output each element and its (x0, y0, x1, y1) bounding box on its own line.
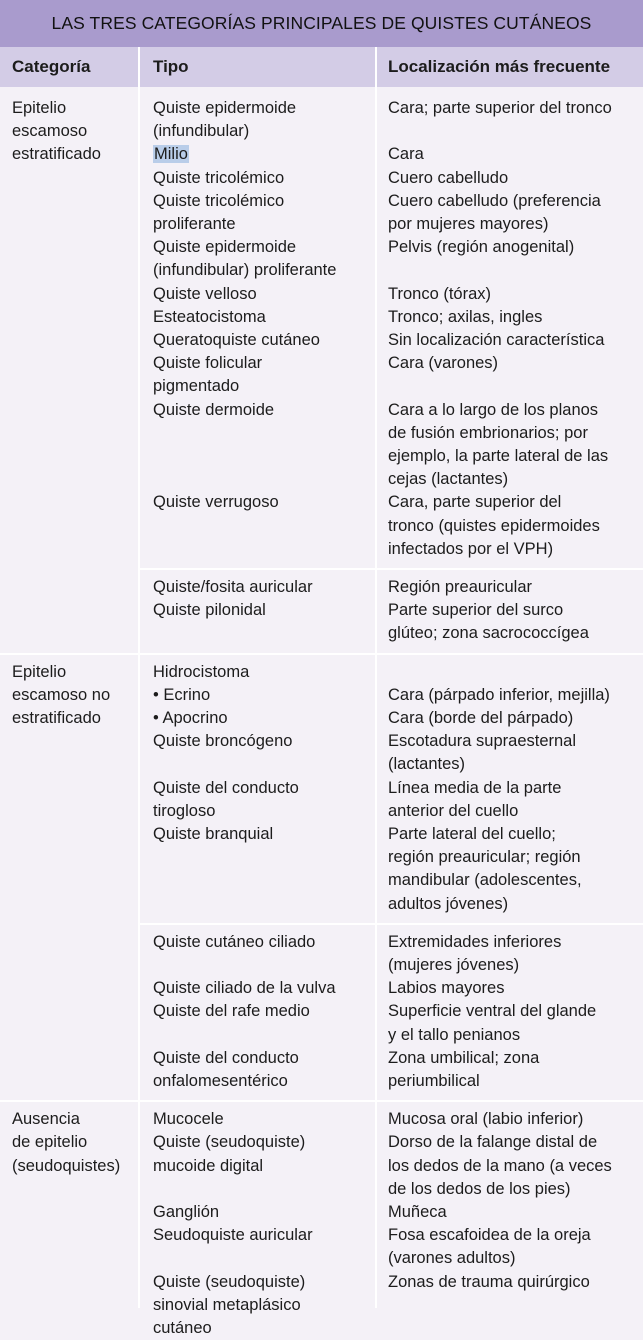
localizacion-cell-line: Cara (borde del párpado) (388, 709, 574, 727)
localizacion-cell (388, 1271, 590, 1294)
tipo-cell (153, 1201, 219, 1224)
tipo-cell-line: pigmentado (153, 377, 240, 396)
localizacion-cell-line: Fosa escafoidea de la oreja (388, 1226, 591, 1245)
localizacion-cell-line: de los dedos de los pies) (388, 1179, 571, 1198)
categoria-cell-line: Ausencia (12, 1110, 80, 1129)
localizacion-cell-line: de fusión embrionarios; por (388, 423, 588, 442)
localizacion-cell-line: Sin localización característica (388, 331, 605, 349)
tipo-cell (153, 931, 315, 954)
tipo-cell-line: Quiste broncógeno (153, 732, 293, 751)
tipo-cell (153, 730, 292, 753)
localizacion-cell (388, 1000, 596, 1046)
column-divider (375, 47, 377, 1308)
localizacion-cell-line: Parte superior del surco (388, 601, 564, 620)
tipo-cell-line: Quiste del rafe medio (153, 1002, 310, 1021)
tipo-cell (153, 283, 257, 306)
localizacion-cell-line: y el tallo penianos (388, 1025, 521, 1044)
header-localizacion: Localización más frecuente (388, 57, 611, 76)
tipo-cell (153, 977, 336, 1000)
localizacion-cell-line: Tronco (tórax) (388, 284, 491, 303)
tipo-cell (153, 661, 249, 684)
localizacion-cell (388, 931, 561, 977)
localizacion-cell-line: glúteo; zona sacrococcígea (388, 624, 589, 643)
tipo-cell-line: mucoide digital (153, 1156, 264, 1175)
localizacion-cell (388, 352, 498, 375)
localizacion-cell-line: Mucosa oral (labio inferior) (388, 1110, 584, 1129)
localizacion-cell-line: (varones adultos) (388, 1249, 516, 1268)
group-divider (0, 653, 643, 655)
tipo-cell-line: Quiste ciliado de la vulva (153, 979, 336, 998)
localizacion-cell (388, 329, 604, 352)
categoria-cell-line: de epitelio (12, 1133, 88, 1152)
localizacion-cell-line: Región preauricular (388, 578, 532, 596)
categoria-cell (12, 1108, 120, 1178)
localizacion-cell-line: Labios mayores (388, 979, 505, 998)
localizacion-cell-line: Cara a lo largo de los planos (388, 400, 599, 419)
categoria-cell (12, 97, 101, 167)
localizacion-cell-line: Línea media de la parte (388, 778, 562, 797)
localizacion-cell (388, 576, 532, 599)
localizacion-cell (388, 167, 508, 190)
localizacion-cell-line: Zona umbilical; zona (388, 1048, 540, 1067)
tipo-cell-line: Seudoquiste auricular (153, 1226, 313, 1245)
localizacion-cell (388, 977, 504, 1000)
tipo-cell (153, 823, 273, 846)
tipo-cell-line: Quiste dermoide (153, 400, 275, 419)
tipo-cell-line: • Ecrino (153, 685, 211, 704)
localizacion-cell-line: Dorso de la falange distal de (388, 1133, 598, 1152)
tipo-cell-line: Quiste tricolémico (153, 191, 285, 210)
tipo-cell-line: • Apocrino (153, 709, 228, 727)
localizacion-cell-line: los dedos de la mano (a veces (388, 1156, 612, 1175)
tipo-cell-line: Esteatocistoma (153, 307, 266, 326)
localizacion-cell (388, 491, 600, 561)
localizacion-cell (388, 97, 612, 120)
localizacion-cell-line: Zonas de trauma quirúrgico (388, 1272, 590, 1291)
tipo-cell-line: Ganglión (153, 1203, 220, 1221)
localizacion-cell (388, 707, 573, 730)
localizacion-cell (388, 684, 610, 707)
tipo-cell-line: Quiste tricolémico (153, 168, 285, 187)
categoria-cell-line: Epitelio (12, 662, 67, 681)
tipo-cell (153, 707, 228, 730)
tipo-cell-line: Hidrocistoma (153, 662, 250, 681)
group-divider (0, 1100, 643, 1102)
tipo-cell (153, 599, 266, 622)
localizacion-cell-line: Muñeca (388, 1203, 447, 1221)
tipo-cell-line: Quiste del conducto (153, 778, 299, 797)
localizacion-cell (388, 1224, 591, 1270)
tipo-cell-line: onfalomesentérico (153, 1072, 288, 1090)
localizacion-cell (388, 1201, 447, 1224)
table-header-row (0, 47, 643, 87)
tipo-cell-line: tirogloso (153, 801, 216, 820)
tipo-cell (153, 576, 313, 599)
localizacion-cell-line: cejas (lactantes) (388, 470, 509, 489)
localizacion-cell (388, 236, 574, 259)
tipo-cell (153, 684, 210, 707)
localizacion-cell (388, 599, 589, 645)
tipo-cell-line: sinovial metaplásico (153, 1295, 301, 1314)
localizacion-cell (388, 283, 491, 306)
tipo-cell-line: Quiste branquial (153, 825, 274, 843)
localizacion-cell (388, 306, 542, 329)
localizacion-cell-line: (mujeres jóvenes) (388, 956, 520, 974)
tipo-cell (153, 1271, 305, 1340)
tipo-cell-line: (infundibular) proliferante (153, 261, 337, 280)
header-categoria: Categoría (12, 57, 91, 76)
tipo-cell (153, 329, 320, 352)
tipo-cell (153, 1224, 313, 1247)
tipo-cell (153, 190, 284, 236)
localizacion-cell-line: Cuero cabelludo (388, 168, 509, 187)
tipo-cell (153, 777, 299, 823)
localizacion-cell (388, 1131, 612, 1201)
tipo-cell-line: Quiste epidermoide (153, 238, 297, 257)
localizacion-cell (388, 143, 424, 166)
localizacion-cell-line: región preauricular; región (388, 848, 581, 867)
localizacion-cell-line: Cara (varones) (388, 354, 499, 373)
localizacion-cell-line: Escotadura supraesternal (388, 732, 577, 751)
tipo-cell-line: Mucocele (153, 1110, 224, 1129)
tipo-cell-line: proliferante (153, 215, 236, 233)
tipo-cell (153, 1131, 305, 1177)
categoria-cell-line: escamoso no (12, 685, 111, 704)
tipo-cell (153, 143, 189, 166)
tipo-cell-line: Milio (154, 145, 188, 164)
tipo-cell-line: (infundibular) (153, 122, 250, 141)
tipo-cell-line: Quiste velloso (153, 284, 257, 303)
tipo-cell (153, 167, 284, 190)
tipo-cell (153, 97, 296, 143)
localizacion-cell-line: ejemplo, la parte lateral de las (388, 447, 609, 465)
header-tipo: Tipo (153, 57, 189, 76)
tipo-cell-line: Quiste cutáneo ciliado (153, 932, 316, 951)
localizacion-cell-line: (lactantes) (388, 755, 466, 774)
categoria-cell-line: escamoso (12, 122, 88, 141)
localizacion-cell (388, 823, 582, 916)
tipo-cell (153, 399, 274, 422)
categoria-cell-line: (seudoquistes) (12, 1156, 121, 1175)
localizacion-cell-line: Extremidades inferiores (388, 932, 562, 951)
localizacion-cell-line: Pelvis (región anogenital) (388, 238, 575, 257)
tipo-cell-line: Quiste epidermoide (153, 99, 297, 117)
localizacion-cell-line: Cuero cabelludo (preferencia (388, 191, 601, 210)
block-divider (140, 568, 643, 570)
tipo-cell-line: Quiste folicular (153, 354, 263, 373)
categoria-cell-line: estratificado (12, 145, 101, 164)
tipo-cell-line: Queratoquiste cutáneo (153, 331, 320, 349)
localizacion-cell-line: tronco (quistes epidermoides (388, 516, 600, 535)
localizacion-cell-line: adultos jóvenes) (388, 894, 509, 913)
localizacion-cell-line: por mujeres mayores) (388, 215, 549, 233)
localizacion-cell (388, 1047, 539, 1093)
tipo-cell (153, 491, 279, 514)
tipo-cell-line: Quiste verrugoso (153, 493, 279, 512)
tipo-cell-line: Quiste/fosita auricular (153, 578, 313, 596)
localizacion-cell (388, 777, 561, 823)
localizacion-cell-line: Tronco; axilas, ingles (388, 307, 543, 326)
tipo-cell-line: Quiste pilonidal (153, 601, 266, 620)
categoria-cell (12, 661, 110, 731)
localizacion-cell-line: Cara, parte superior del (388, 493, 562, 512)
tipo-cell-line: Quiste (seudoquiste) (153, 1272, 306, 1291)
localizacion-cell-line: Parte lateral del cuello; (388, 825, 556, 843)
localizacion-cell-line: anterior del cuello (388, 801, 519, 820)
localizacion-cell (388, 399, 608, 492)
tipo-cell (153, 1108, 224, 1131)
tipo-cell (153, 1047, 299, 1093)
table-title: LAS TRES CATEGORÍAS PRINCIPALES DE QUISTES CUTÁNEOS (0, 0, 643, 47)
categoria-cell-line: estratificado (12, 709, 101, 727)
localizacion-cell-line: Cara (388, 145, 424, 164)
tipo-cell (153, 236, 336, 282)
localizacion-cell-line: Cara (párpado inferior, mejilla) (388, 685, 610, 704)
tipo-cell (153, 352, 262, 398)
localizacion-cell (388, 190, 601, 236)
localizacion-cell-line: mandibular (adolescentes, (388, 871, 582, 890)
tipo-cell (153, 1000, 310, 1023)
tipo-cell-line: cutáneo (153, 1319, 212, 1337)
tipo-cell-line: Quiste del conducto (153, 1048, 299, 1067)
tipo-cell (153, 306, 266, 329)
localizacion-cell (388, 1108, 583, 1131)
localizacion-cell-line: infectados por el VPH) (388, 539, 554, 558)
tipo-cell-line: Quiste (seudoquiste) (153, 1133, 306, 1152)
column-divider (138, 47, 140, 1308)
localizacion-cell (388, 730, 576, 776)
localizacion-cell-line: Superficie ventral del glande (388, 1002, 597, 1021)
localizacion-cell-line: periumbilical (388, 1072, 480, 1090)
block-divider (140, 923, 643, 925)
categoria-cell-line: Epitelio (12, 99, 67, 117)
localizacion-cell-line: Cara; parte superior del tronco (388, 99, 612, 117)
